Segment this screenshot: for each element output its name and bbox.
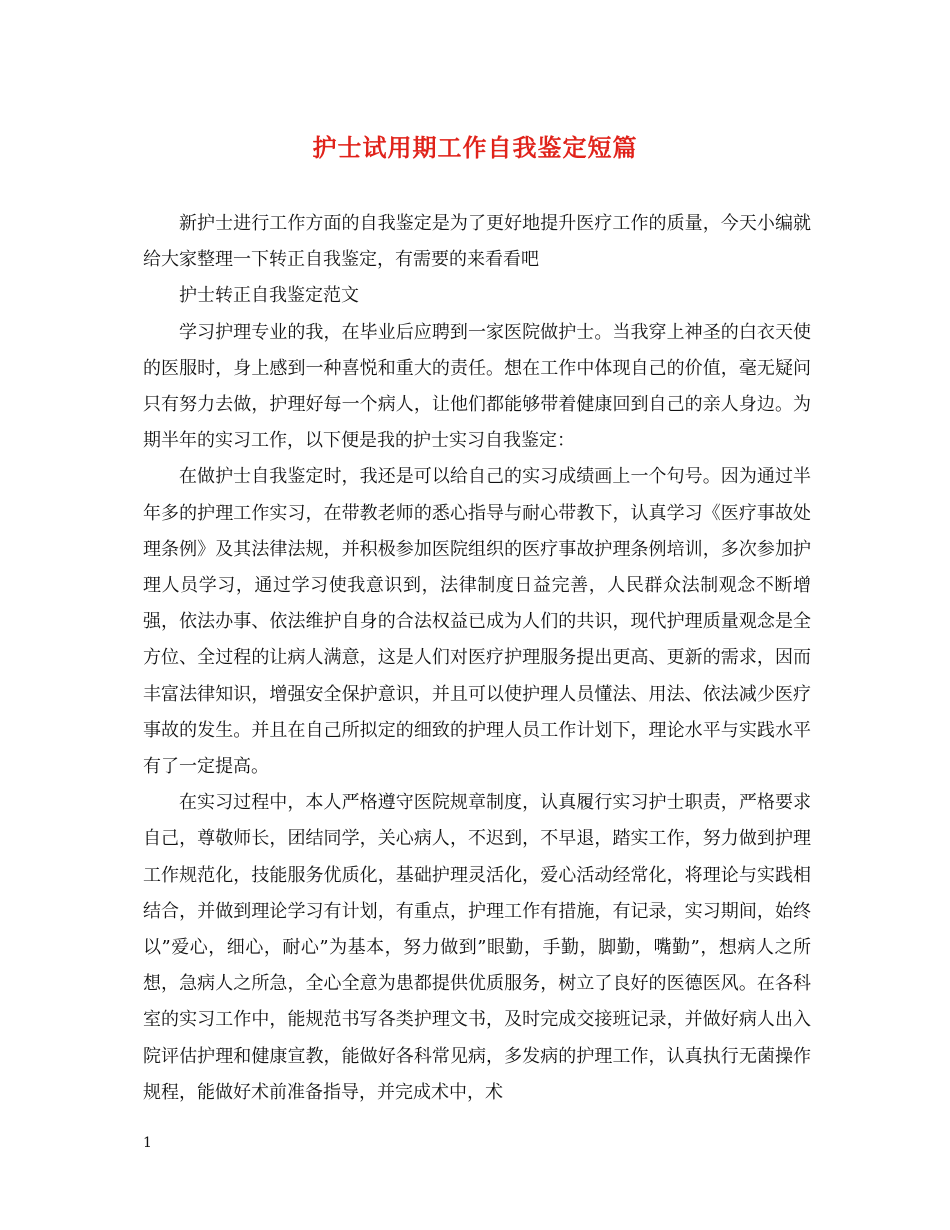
- page-number: 1: [143, 1135, 152, 1151]
- body-paragraph-1: 学习护理专业的我，在毕业后应聘到一家医院做护士。当我穿上神圣的白衣天使的医服时，身上感到一种喜悦和重大的责任。想在工作中体现自己的价值，毫无疑问只有努力去做，护理好每一个病人，让他们都能够带着健康回到自己的亲人身边。为期半年的实习工作，以下便是我的护士实习自我鉴定：: [143, 321, 811, 452]
- section-heading: 护士转正自我鉴定范文: [179, 285, 359, 307]
- body-paragraph-2: 在做护士自我鉴定时，我还是可以给自己的实习成绩画上一个句号。因为通过半年多的护理工作实习，在带教老师的悉心指导与耐心带教下，认真学习《医疗事故处理条例》及其法律法规，并积极参加医院组织的医疗事故护理条例培训，多次参加护理人员学习，通过学习使我意识到，法律制度日益完善，人民群众法制观念不断增强，依法办事、依法维护自身的合法权益已成为人们的共识，现代护理质量观念是全方位、全过程的让病人满意，这是人们对医疗护理服务提出更高、更新的需求，因而丰富法律知识，增强安全保护意识，并且可以使护理人员懂法、用法、依法减少医疗事故的发生。并且在自己所拟定的细致的护理人员工作计划下，理论水平与实践水平有了一定提高。: [143, 466, 811, 778]
- document-body: [143, 206, 811, 1111]
- document-title: 护士试用期工作自我鉴定短篇: [312, 133, 638, 162]
- body-paragraph-3: 在实习过程中，本人严格遵守医院规章制度，认真履行实习护士职责，严格要求自己，尊敬师长，团结同学，关心病人，不迟到，不早退，踏实工作，努力做到护理工作规范化，技能服务优质化，基础护理灵活化，爱心活动经常化，将理论与实践相结合，并做到理论学习有计划，有重点，护理工作有措施，有记录，实习期间，始终以”爱心，细心，耐心”为基本，努力做到”眼勤，手勤，脚勤，嘴勤”，想病人之所想，急病人之所急，全心全意为患都提供优质服务，树立了良好的医德医风。在各科室的实习工作中，能规范书写各类护理文书，及时完成交接班记录，并做好病人出入院评估护理和健康宣教，能做好各科常见病，多发病的护理工作，认真执行无菌操作规程，能做好术前准备指导，并完成术中，术: [143, 792, 811, 1103]
- intro-paragraph: 新护士进行工作方面的自我鉴定是为了更好地提升医疗工作的质量，今天小编就给大家整理一下转正自我鉴定，有需要的来看看吧: [143, 213, 811, 271]
